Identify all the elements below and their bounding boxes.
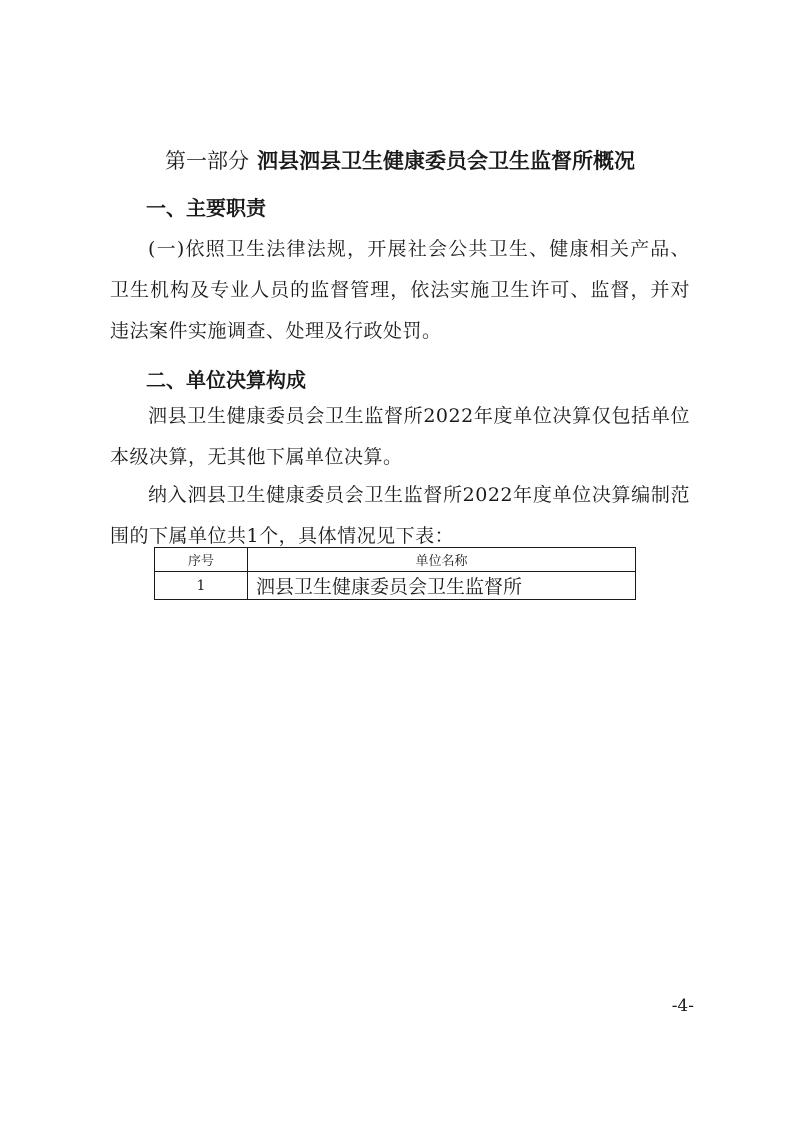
page-number: -4- <box>671 996 694 1016</box>
row-unit-name: 泗县卫生健康委员会卫生监督所 <box>248 572 636 600</box>
composition-paragraph: 泗县卫生健康委员会卫生监督所2022年度单位决算仅包括单位本级决算，无其他下属单位决算。 <box>110 405 690 468</box>
header-index: 序号 <box>155 548 248 572</box>
responsibilities-paragraph: (一)依照卫生法律法规，开展社会公共卫生、健康相关产品、卫生机构及专业人员的监督管理，依法实施卫生许可、监督，并对违法案件实施调查、处理及行政处罚。 <box>110 238 690 342</box>
header-unit-name: 单位名称 <box>248 548 636 572</box>
subordinate-units-table <box>154 547 636 600</box>
row-index: 1 <box>155 572 248 600</box>
section-heading-composition: 二、单位决算构成 <box>146 368 306 392</box>
title-part-label: 第一部分 <box>165 149 249 173</box>
scope-paragraph: 纳入泗县卫生健康委员会卫生监督所2022年度单位决算编制范围的下属单位共1个，具体情况见下表： <box>110 484 690 547</box>
page-title <box>110 146 690 176</box>
title-unit-name: 泗县泗县卫生健康委员会卫生监督所概况 <box>257 149 635 173</box>
table-header-row <box>155 548 636 572</box>
table-row <box>155 572 636 600</box>
section-heading-responsibilities: 一、主要职责 <box>146 196 266 220</box>
